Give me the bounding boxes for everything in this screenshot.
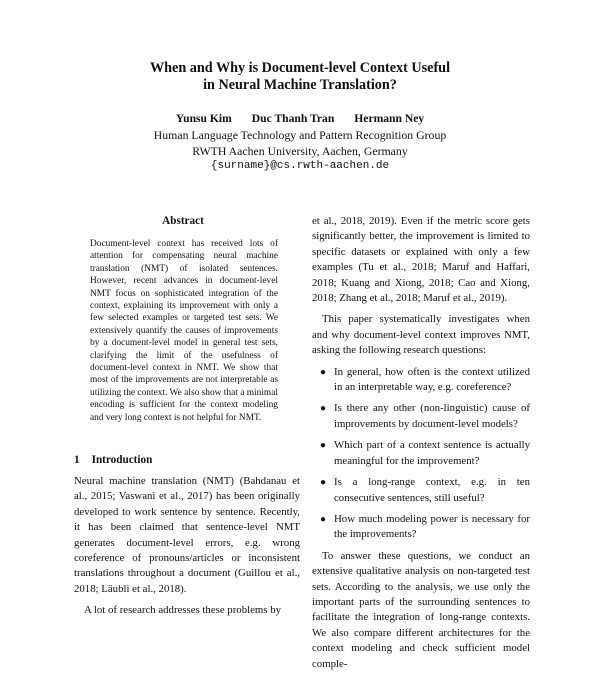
bullet-icon: ●: [320, 477, 327, 489]
list-item: ● Is there any other (non-linguistic) cause of improvements by document-level models?: [320, 402, 530, 430]
affiliation-line-1: Human Language Technology and Pattern Recognition Group: [153, 128, 447, 142]
paragraph-answer: To answer these questions, we conduct an extensive qualitative analysis on non-targeted test sets. According to the analysis, we use only the important parts of the surrounding sentences to facilitate the integration of long-range contexts. We also compare different architectures for the context modeling and check sufficient model comple-: [312, 549, 530, 670]
bullet-icon: ●: [320, 513, 327, 525]
author-email: {surname}@cs.rwth-aachen.de: [210, 160, 390, 172]
section-title: Introduction: [91, 454, 153, 466]
paper-title: [40, 60, 560, 94]
intro-column: [74, 474, 300, 625]
bullet-icon: ●: [320, 403, 327, 415]
list-item: ● Is a long-range context, e.g. in ten consecutive sentences, still useful?: [320, 476, 530, 504]
title-line-2: in Neural Machine Translation?: [203, 77, 397, 93]
abstract-text: Document-level context has received lots of attention for compensating neural machine translation (NMT) of isolated sentences. However, recent advances in document-level NMT focus on sophisticated integration of the context, explaining its improvement with only a few selected examples or targeted test sets. We extensively quantify the causes of improvements by a document-level model in general test sets, clarifying the limit of the usefulness of document-level context in NMT. We show that most of the improvements are not interpretable as utilizing the context. We also show that a minimal encoding is sufficient for the context modeling and very long context is not helpful for NMT.: [90, 239, 278, 423]
author-name: Yunsu Kim: [175, 112, 232, 125]
right-column: [312, 214, 530, 678]
list-item: ● How much modeling power is necessary for the improvements?: [320, 512, 530, 541]
section-heading-introduction: [74, 454, 152, 466]
paragraph-continuation: et al., 2018, 2019). Even if the metric score gets significantly better, the improvement is limited to specific datasets or explained with only a few examples (Tu et al., 2018; Maruf and Haffari, 2018; Kuang and Xiong, 2018; Cao and Xiong, 2018; Zhang et al., 2018; Maruf et al., 2019).: [312, 215, 530, 305]
intro-paragraph-1: Neural machine translation (NMT) (Bahdanau et al., 2015; Vaswani et al., 2017) has been originally developed to work sentence by sentence. Recently, it has been claimed that sentence-level NMT generates document-level errors, e.g. wrong coreference of pronouns/articles or inconsistent translations throughout a document (Guillou et al., 2018; Läubli et al., 2018).: [74, 475, 300, 595]
intro-paragraph-2: A lot of research addresses these problems by: [84, 604, 281, 617]
author-name: Duc Thanh Tran: [251, 112, 335, 125]
bullet-icon: ●: [320, 440, 327, 452]
bullet-icon: ●: [320, 366, 327, 378]
affiliation-line-2: RWTH Aachen University, Aachen, Germany: [192, 144, 408, 158]
title-line-1: When and Why is Document-level Context Useful: [149, 60, 451, 76]
list-item: ● Which part of a context sentence is actually meaningful for the improvement?: [320, 439, 530, 467]
section-number: 1: [74, 454, 80, 466]
research-questions-list: [312, 365, 530, 543]
abstract-heading: Abstract: [162, 215, 204, 227]
author-name: Hermann Ney: [354, 112, 425, 125]
list-item: ● In general, how often is the context utilized in an interpretable way, e.g. coreference?: [320, 365, 530, 394]
author-list: [40, 112, 560, 125]
paragraph-research-questions-intro: This paper systematically investigates when and why document-level context improves NMT, asking the following research questions:: [312, 313, 530, 357]
